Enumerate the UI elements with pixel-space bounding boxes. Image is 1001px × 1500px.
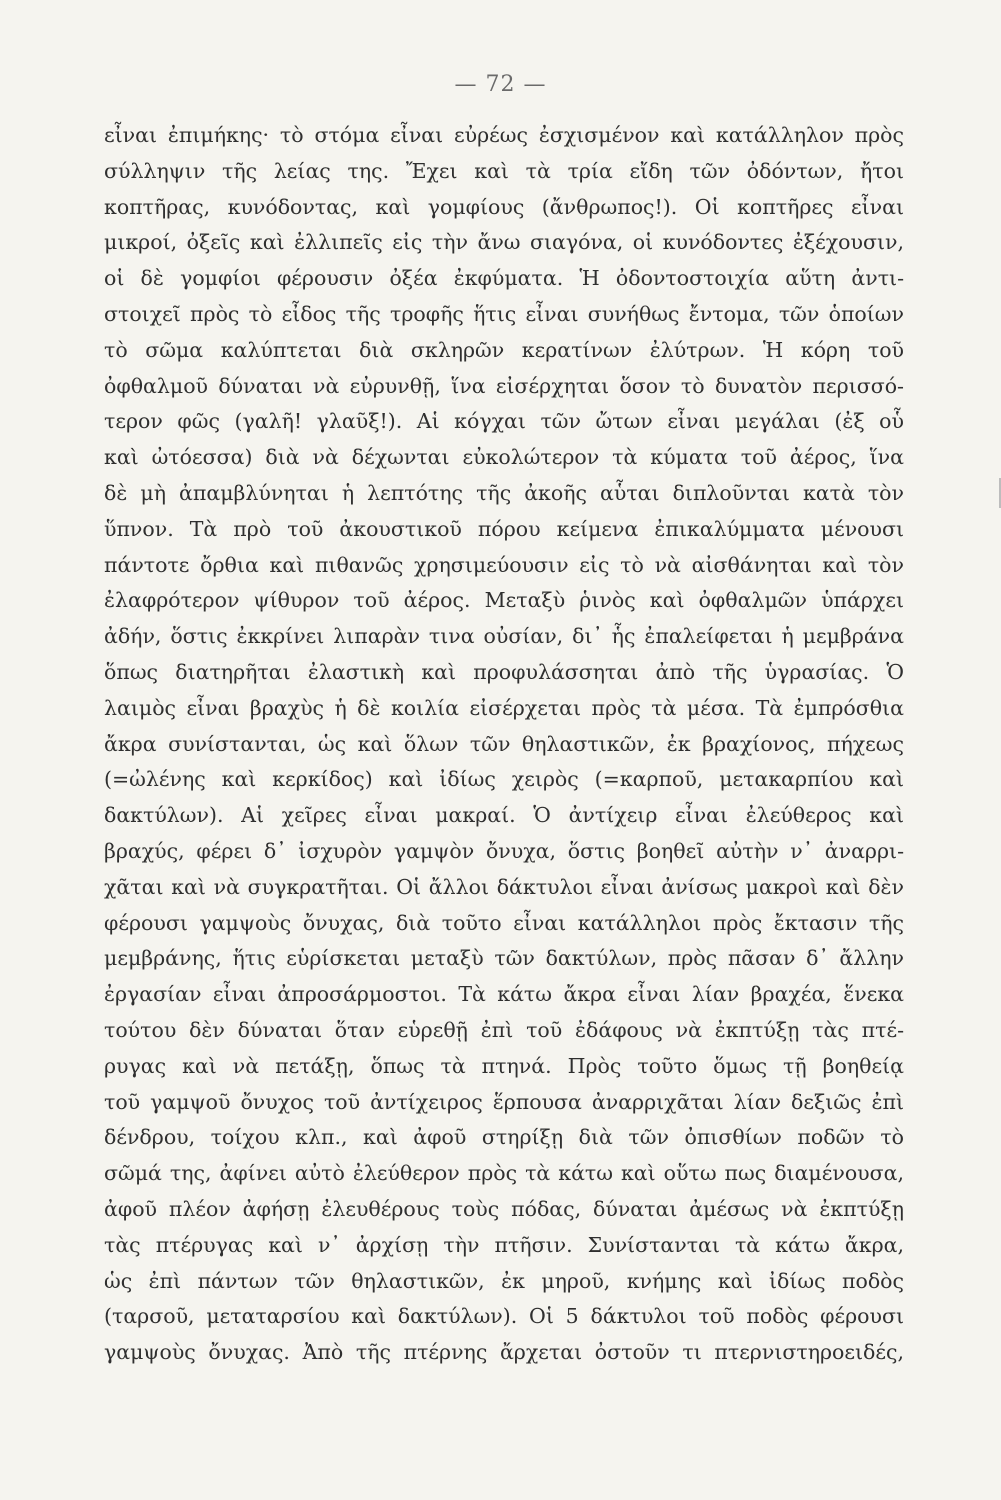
text-line: κοπτῆρας, κυνόδοντας, καὶ γομφίους (ἄνθρωπος!). Οἱ κοπτῆρες εἶναι: [104, 194, 904, 219]
text-line: στοιχεῖ πρὸς τὸ εἶδος τῆς τροφῆς ἥτις εἶναι συνήθως ἔντομα, τῶν ὁποίων: [104, 301, 904, 326]
text-line: οἱ δὲ γομφίοι φέρουσιν ὀξέα ἐκφύματα. Ἡ ὀδοντοστοιχία αὕτη ἀντι-: [104, 266, 904, 291]
text-line: ὅπως διατηρῆται ἐλαστικὴ καὶ προφυλάσσηται ἀπὸ τῆς ὑγρασίας. Ὁ: [104, 659, 904, 684]
text-line: τοῦ γαμψοῦ ὄνυχος τοῦ ἀντίχειρος ἕρπουσα ἀναρριχᾶται λίαν δεξιῶς ἐπὶ: [104, 1089, 904, 1114]
text-line: γαμψοὺς ὄνυχας. Ἀπὸ τῆς πτέρνης ἄρχεται ὀστοῦν τι πτερνιστηροειδές,: [104, 1340, 904, 1365]
text-line: ἐργασίαν εἶναι ἀπροσάρμοστοι. Τὰ κάτω ἄκρα εἶναι λίαν βραχέα, ἕνεκα: [104, 982, 904, 1007]
text-line: ἐλαφρότερον ψίθυρον τοῦ ἀέρος. Μεταξὺ ῥινὸς καὶ ὀφθαλμῶν ὑπάρχει: [104, 588, 904, 613]
text-line: καὶ ὠτόεσσα) διὰ νὰ δέχωνται εὐκολώτερον τὰ κύματα τοῦ ἀέρος, ἵνα: [104, 445, 904, 470]
text-line: χᾶται καὶ νὰ συγκρατῆται. Οἱ ἄλλοι δάκτυλοι εἶναι ἀνίσως μακροὶ καὶ δὲν: [104, 874, 904, 899]
text-line: ὕπνον. Τὰ πρὸ τοῦ ἀκουστικοῦ πόρου κείμενα ἐπικαλύμματα μένουσι: [104, 516, 904, 541]
text-line: δὲ μὴ ἀπαμβλύνηται ἡ λεπτότης τῆς ἀκοῆς αὗται διπλοῦνται κατὰ τὸν: [104, 480, 904, 505]
text-line: ρυγας καὶ νὰ πετάξῃ, ὅπως τὰ πτηνά. Πρὸς τοῦτο ὅμως τῇ βοηθείᾳ: [104, 1053, 904, 1078]
text-line: δένδρου, τοίχου κλπ., καὶ ἀφοῦ στηρίξῃ διὰ τῶν ὀπισθίων ποδῶν τὸ: [104, 1125, 904, 1150]
text-line: σύλληψιν τῆς λείας της. Ἔχει καὶ τὰ τρία εἴδη τῶν ὀδόντων, ἤτοι: [104, 158, 904, 183]
text-line: λαιμὸς εἶναι βραχὺς ἡ δὲ κοιλία εἰσέρχεται πρὸς τὰ μέσα. Τὰ ἐμπρόσθια: [104, 695, 904, 720]
text-line: φέρουσι γαμψοὺς ὄνυχας, διὰ τοῦτο εἶναι κατάλληλοι πρὸς ἔκτασιν τῆς: [104, 910, 904, 935]
body-text: [104, 118, 904, 1371]
text-line: τὰς πτέρυγας καὶ ν᾽ ἀρχίσῃ τὴν πτῆσιν. Συνίστανται τὰ κάτω ἄκρα,: [104, 1232, 904, 1257]
text-line: (ταρσοῦ, μεταταρσίου καὶ δακτύλων). Οἱ 5 δάκτυλοι τοῦ ποδὸς φέρουσι: [104, 1304, 904, 1329]
text-line: εἶναι ἐπιμήκης· τὸ στόμα εἶναι εὐρέως ἐσχισμένον καὶ κατάλληλον πρὸς: [104, 123, 904, 147]
page-number: — 72 —: [454, 72, 547, 97]
text-line: ὡς ἐπὶ πάντων τῶν θηλαστικῶν, ἐκ μηροῦ, κνήμης καὶ ἰδίως ποδὸς: [104, 1268, 904, 1293]
text-line: βραχύς, φέρει δ᾽ ἰσχυρὸν γαμψὸν ὄνυχα, ὅστις βοηθεῖ αὐτὴν ν᾽ ἀναρρι-: [104, 838, 904, 863]
text-line: τούτου δὲν δύναται ὅταν εὑρεθῇ ἐπὶ τοῦ ἐδάφους νὰ ἐκπτύξῃ τὰς πτέ-: [104, 1017, 904, 1042]
text-line: ὀφθαλμοῦ δύναται νὰ εὐρυνθῇ, ἵνα εἰσέρχηται ὅσον τὸ δυνατὸν περισσό-: [104, 373, 904, 398]
text-line: ἀδήν, ὅστις ἐκκρίνει λιπαρὰν τινα οὐσίαν, δι᾽ ἧς ἐπαλείφεται ἡ μεμβράνα: [104, 624, 904, 649]
text-line: δακτύλων). Αἱ χεῖρες εἶναι μακραί. Ὁ ἀντίχειρ εἶναι ἐλεύθερος καὶ: [104, 803, 904, 828]
text-line: μεμβράνης, ἥτις εὑρίσκεται μεταξὺ τῶν δακτύλων, πρὸς πᾶσαν δ᾽ ἄλλην: [104, 946, 904, 971]
text-line: (=ὠλένης καὶ κερκίδος) καὶ ἰδίως χειρὸς (=καρποῦ, μετακαρπίου καὶ: [104, 767, 904, 792]
text-line: ἄκρα συνίστανται, ὡς καὶ ὅλων τῶν θηλαστικῶν, ἐκ βραχίονος, πήχεως: [104, 731, 904, 756]
text-line: ἀφοῦ πλέον ἀφήσῃ ἐλευθέρους τοὺς πόδας, δύναται ἀμέσως νὰ ἐκπτύξῃ: [104, 1196, 904, 1221]
text-line: σῶμά της, ἀφίνει αὐτὸ ἐλεύθερον πρὸς τὰ κάτω καὶ οὕτω πως διαμένουσα,: [104, 1161, 904, 1186]
text-line: τερον φῶς (γαλῆ! γλαῦξ!). Αἱ κόγχαι τῶν ὤτων εἶναι μεγάλαι (ἐξ οὗ: [104, 409, 904, 434]
text-line: μικροί, ὀξεῖς καὶ ἐλλιπεῖς εἰς τὴν ἄνω σιαγόνα, οἱ κυνόδοντες ἐξέχουσιν,: [104, 230, 904, 255]
text-line: πάντοτε ὄρθια καὶ πιθανῶς χρησιμεύουσιν εἰς τὸ νὰ αἰσθάνηται καὶ τὸν: [104, 552, 904, 577]
text-line: τὸ σῶμα καλύπτεται διὰ σκληρῶν κερατίνων ἐλύτρων. Ἡ κόρη τοῦ: [104, 337, 904, 362]
